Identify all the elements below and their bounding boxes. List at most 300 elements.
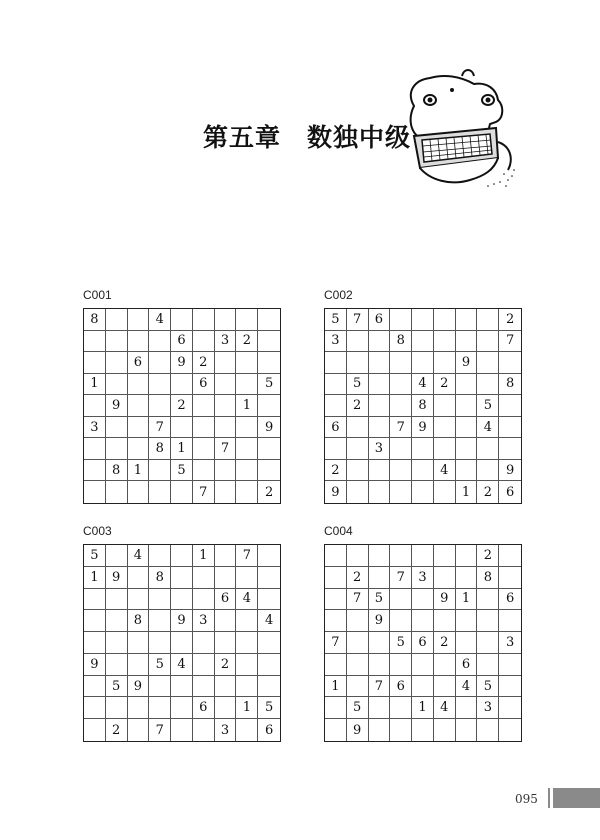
- sudoku-cell: [258, 676, 280, 698]
- sudoku-cell: [193, 676, 215, 698]
- sudoku-cell: [84, 632, 106, 654]
- sudoku-cell: [258, 309, 280, 331]
- sudoku-cell: [149, 331, 171, 353]
- sudoku-cell: 4: [477, 417, 499, 439]
- sudoku-cell: [215, 395, 237, 417]
- sudoku-cell: [347, 331, 369, 353]
- sudoku-cell: 6: [193, 697, 215, 719]
- sudoku-cell: 6: [412, 632, 434, 654]
- sudoku-cell: [456, 610, 478, 632]
- sudoku-cell: [215, 417, 237, 439]
- sudoku-cell: [171, 676, 193, 698]
- sudoku-cell: [369, 632, 391, 654]
- sudoku-cell: [149, 632, 171, 654]
- sudoku-cell: [390, 309, 412, 331]
- sudoku-cell: [149, 460, 171, 482]
- sudoku-cell: [347, 481, 369, 503]
- sudoku-cell: [236, 610, 258, 632]
- sudoku-cell: [434, 417, 456, 439]
- sudoku-cell: [106, 374, 128, 396]
- sudoku-cell: [369, 374, 391, 396]
- sudoku-cell: [106, 309, 128, 331]
- sudoku-cell: [171, 545, 193, 567]
- sudoku-cell: 6: [390, 676, 412, 698]
- sudoku-cell: [369, 719, 391, 741]
- sudoku-cell: [325, 545, 347, 567]
- sudoku-cell: [236, 460, 258, 482]
- sudoku-cell: [106, 481, 128, 503]
- sudoku-cell: [128, 395, 150, 417]
- sudoku-cell: [236, 352, 258, 374]
- sudoku-cell: 4: [171, 654, 193, 676]
- sudoku-cell: [236, 309, 258, 331]
- sudoku-cell: 3: [499, 632, 521, 654]
- sudoku-cell: [325, 697, 347, 719]
- sudoku-cell: 5: [347, 697, 369, 719]
- sudoku-cell: 3: [215, 719, 237, 741]
- sudoku-cell: [128, 331, 150, 353]
- sudoku-cell: [434, 352, 456, 374]
- sudoku-cell: [499, 545, 521, 567]
- sudoku-cell: 4: [258, 610, 280, 632]
- sudoku-cell: [215, 352, 237, 374]
- sudoku-cell: [215, 610, 237, 632]
- sudoku-cell: [456, 438, 478, 460]
- sudoku-cell: [84, 460, 106, 482]
- sudoku-cell: 9: [106, 567, 128, 589]
- sudoku-cell: [412, 331, 434, 353]
- sudoku-cell: 9: [499, 460, 521, 482]
- sudoku-cell: [84, 676, 106, 698]
- sudoku-cell: [106, 654, 128, 676]
- sudoku-cell: 4: [149, 309, 171, 331]
- sudoku-cell: [390, 438, 412, 460]
- sudoku-cell: 7: [390, 417, 412, 439]
- sudoku-cell: [434, 545, 456, 567]
- sudoku-cell: [434, 610, 456, 632]
- sudoku-puzzle-c004: [324, 524, 522, 742]
- sudoku-cell: [128, 654, 150, 676]
- sudoku-cell: 2: [434, 374, 456, 396]
- page-number: 095: [515, 792, 538, 806]
- sudoku-cell: [128, 719, 150, 741]
- sudoku-cell: [171, 374, 193, 396]
- puzzle-label: C003: [83, 524, 112, 538]
- sudoku-cell: [456, 374, 478, 396]
- sudoku-cell: [369, 697, 391, 719]
- sudoku-cell: 7: [149, 417, 171, 439]
- sudoku-cell: [434, 567, 456, 589]
- page-edge-tab: [553, 788, 600, 808]
- sudoku-cell: [347, 654, 369, 676]
- sudoku-cell: [499, 567, 521, 589]
- sudoku-cell: [477, 460, 499, 482]
- sudoku-cell: [456, 309, 478, 331]
- sudoku-cell: [84, 589, 106, 611]
- sudoku-cell: [258, 395, 280, 417]
- sudoku-cell: 8: [149, 567, 171, 589]
- sudoku-cell: [390, 654, 412, 676]
- sudoku-cell: 3: [193, 610, 215, 632]
- sudoku-cell: [84, 697, 106, 719]
- sudoku-cell: 9: [84, 654, 106, 676]
- sudoku-cell: [258, 589, 280, 611]
- sudoku-cell: [412, 589, 434, 611]
- sudoku-cell: 7: [325, 632, 347, 654]
- sudoku-cell: [477, 654, 499, 676]
- sudoku-cell: 6: [499, 589, 521, 611]
- sudoku-cell: [369, 654, 391, 676]
- sudoku-cell: [149, 589, 171, 611]
- sudoku-cell: [171, 632, 193, 654]
- sudoku-grid: [83, 544, 281, 742]
- sudoku-cell: 8: [149, 438, 171, 460]
- sudoku-cell: 1: [456, 481, 478, 503]
- sudoku-cell: [347, 352, 369, 374]
- sudoku-cell: [456, 331, 478, 353]
- sudoku-cell: 2: [477, 481, 499, 503]
- sudoku-cell: [258, 654, 280, 676]
- sudoku-cell: [171, 567, 193, 589]
- sudoku-cell: [434, 331, 456, 353]
- sudoku-cell: [236, 438, 258, 460]
- sudoku-cell: 4: [236, 589, 258, 611]
- sudoku-cell: [215, 567, 237, 589]
- sudoku-cell: [434, 395, 456, 417]
- sudoku-cell: 1: [171, 438, 193, 460]
- sudoku-grid: [324, 544, 522, 742]
- sudoku-cell: [258, 460, 280, 482]
- sudoku-cell: 5: [325, 309, 347, 331]
- sudoku-cell: 9: [325, 481, 347, 503]
- sudoku-cell: [390, 545, 412, 567]
- sudoku-cell: 6: [325, 417, 347, 439]
- sudoku-cell: [236, 374, 258, 396]
- puzzle-label: C004: [324, 524, 353, 538]
- sudoku-cell: [390, 589, 412, 611]
- sudoku-cell: [215, 697, 237, 719]
- sudoku-cell: [412, 654, 434, 676]
- sudoku-cell: 2: [171, 395, 193, 417]
- sudoku-cell: [258, 331, 280, 353]
- chapter-title: 第五章 数独中级: [203, 123, 412, 152]
- sudoku-cell: [369, 331, 391, 353]
- sudoku-cell: [499, 395, 521, 417]
- sudoku-cell: 7: [390, 567, 412, 589]
- sudoku-cell: [456, 417, 478, 439]
- sudoku-cell: [128, 374, 150, 396]
- sudoku-cell: [456, 719, 478, 741]
- sudoku-cell: 4: [456, 676, 478, 698]
- sudoku-cell: 5: [149, 654, 171, 676]
- sudoku-cell: [236, 719, 258, 741]
- sudoku-cell: 3: [369, 438, 391, 460]
- sudoku-cell: 6: [505, 484, 515, 500]
- sudoku-cell: 9: [128, 676, 150, 698]
- sudoku-cell: [325, 719, 347, 741]
- sudoku-cell: [128, 438, 150, 460]
- sudoku-cell: [128, 632, 150, 654]
- sudoku-cell: 2: [215, 654, 237, 676]
- sudoku-cell: [258, 545, 280, 567]
- sudoku-cell: 4: [128, 545, 150, 567]
- sudoku-cell: 2: [347, 567, 369, 589]
- sudoku-cell: [412, 610, 434, 632]
- sudoku-cell: [347, 610, 369, 632]
- sudoku-cell: [325, 395, 347, 417]
- sudoku-cell: 7: [499, 331, 521, 353]
- sudoku-cell: [236, 676, 258, 698]
- sudoku-cell: 3: [215, 331, 237, 353]
- hippo-mascot-icon: [400, 62, 518, 192]
- sudoku-cell: [106, 417, 128, 439]
- sudoku-cell: [390, 374, 412, 396]
- sudoku-cell: [477, 374, 499, 396]
- sudoku-cell: 2: [499, 309, 521, 331]
- sudoku-cell: [412, 460, 434, 482]
- sudoku-cell: [369, 460, 391, 482]
- sudoku-cell: [236, 481, 258, 503]
- sudoku-cell: [347, 545, 369, 567]
- sudoku-cell: [390, 395, 412, 417]
- sudoku-cell: [106, 610, 128, 632]
- sudoku-cell: [412, 545, 434, 567]
- sudoku-cell: 2: [325, 460, 347, 482]
- sudoku-cell: 6: [171, 331, 193, 353]
- sudoku-cell: [236, 567, 258, 589]
- sudoku-cell: 2: [106, 719, 128, 741]
- sudoku-cell: [369, 567, 391, 589]
- sudoku-cell: [215, 460, 237, 482]
- sudoku-cell: [499, 417, 521, 439]
- sudoku-cell: 7: [347, 309, 369, 331]
- sudoku-cell: 1: [128, 460, 150, 482]
- sudoku-cell: [258, 632, 280, 654]
- sudoku-cell: 1: [412, 697, 434, 719]
- sudoku-cell: [149, 374, 171, 396]
- sudoku-cell: [128, 309, 150, 331]
- sudoku-puzzle-c003: [83, 524, 281, 742]
- sudoku-cell: [477, 309, 499, 331]
- page-tab-divider: [548, 788, 550, 808]
- sudoku-cell: [106, 697, 128, 719]
- sudoku-cell: 4: [412, 374, 434, 396]
- sudoku-cell: [149, 697, 171, 719]
- sudoku-cell: 5: [258, 374, 280, 396]
- sudoku-cell: [149, 610, 171, 632]
- sudoku-cell: [84, 719, 106, 741]
- sudoku-cell: [171, 417, 193, 439]
- sudoku-cell: [434, 676, 456, 698]
- sudoku-cell: 8: [390, 331, 412, 353]
- sudoku-cell: [477, 719, 499, 741]
- sudoku-cell: 9: [456, 352, 478, 374]
- sudoku-cell: [193, 654, 215, 676]
- sudoku-cell: [412, 481, 434, 503]
- sudoku-cell: [236, 632, 258, 654]
- sudoku-cell: 6: [193, 374, 215, 396]
- sudoku-cell: 4: [434, 460, 456, 482]
- sudoku-cell: [499, 697, 521, 719]
- sudoku-cell: [390, 697, 412, 719]
- sudoku-cell: [106, 545, 128, 567]
- sudoku-cell: 6: [215, 589, 237, 611]
- sudoku-cell: 8: [84, 309, 106, 331]
- sudoku-cell: [106, 438, 128, 460]
- sudoku-cell: [215, 374, 237, 396]
- sudoku-cell: [84, 352, 106, 374]
- sudoku-cell: [193, 567, 215, 589]
- sudoku-cell: [456, 395, 478, 417]
- sudoku-cell: [325, 438, 347, 460]
- sudoku-cell: [412, 438, 434, 460]
- sudoku-cell: [84, 438, 106, 460]
- sudoku-cell: [369, 395, 391, 417]
- sudoku-cell: [347, 438, 369, 460]
- sudoku-cell: [106, 632, 128, 654]
- sudoku-cell: 5: [477, 676, 499, 698]
- sudoku-cell: [149, 676, 171, 698]
- sudoku-cell: [215, 545, 237, 567]
- sudoku-cell: [258, 352, 280, 374]
- sudoku-cell: [369, 417, 391, 439]
- sudoku-cell: [347, 676, 369, 698]
- sudoku-cell: [193, 417, 215, 439]
- sudoku-cell: [499, 654, 521, 676]
- sudoku-cell: [477, 589, 499, 611]
- sudoku-cell: 5: [390, 632, 412, 654]
- sudoku-cell: 3: [84, 417, 106, 439]
- sudoku-cell: 1: [193, 545, 215, 567]
- sudoku-cell: [171, 481, 193, 503]
- sudoku-cell: [236, 654, 258, 676]
- sudoku-cell: [390, 719, 412, 741]
- sudoku-cell: [193, 395, 215, 417]
- sudoku-cell: [171, 309, 193, 331]
- sudoku-cell: [128, 589, 150, 611]
- sudoku-cell: [106, 352, 128, 374]
- sudoku-puzzle-c002: [324, 288, 522, 504]
- sudoku-cell: [84, 481, 106, 503]
- sudoku-cell: [149, 545, 171, 567]
- sudoku-cell: 4: [434, 697, 456, 719]
- sudoku-cell: [325, 352, 347, 374]
- sudoku-cell: [193, 460, 215, 482]
- sudoku-cell: 5: [477, 395, 499, 417]
- sudoku-cell: 7: [193, 481, 215, 503]
- sudoku-cell: 2: [236, 331, 258, 353]
- sudoku-cell: [434, 309, 456, 331]
- sudoku-cell: [258, 438, 280, 460]
- sudoku-cell: 9: [171, 610, 193, 632]
- sudoku-cell: 1: [456, 589, 478, 611]
- sudoku-cell: 2: [347, 395, 369, 417]
- sudoku-cell: 2: [193, 352, 215, 374]
- sudoku-cell: [434, 719, 456, 741]
- sudoku-cell: 3: [325, 331, 347, 353]
- sudoku-cell: [477, 632, 499, 654]
- sudoku-cell: [412, 676, 434, 698]
- sudoku-grid: [83, 308, 281, 504]
- sudoku-cell: [412, 352, 434, 374]
- sudoku-cell: [106, 331, 128, 353]
- sudoku-cell: [171, 719, 193, 741]
- sudoku-cell: [499, 352, 521, 374]
- sudoku-cell: 1: [236, 697, 258, 719]
- sudoku-cell: 8: [477, 567, 499, 589]
- sudoku-cell: 7: [369, 676, 391, 698]
- puzzle-label: C002: [324, 288, 353, 302]
- sudoku-cell: [412, 309, 434, 331]
- sudoku-cell: 5: [258, 697, 280, 719]
- sudoku-cell: 8: [106, 460, 128, 482]
- sudoku-cell: 9: [258, 417, 280, 439]
- sudoku-cell: 1: [84, 567, 106, 589]
- sudoku-cell: 2: [264, 484, 274, 500]
- sudoku-cell: [434, 481, 456, 503]
- sudoku-cell: [369, 352, 391, 374]
- sudoku-cell: [477, 331, 499, 353]
- sudoku-cell: 5: [106, 676, 128, 698]
- sudoku-cell: [149, 481, 171, 503]
- sudoku-cell: [149, 395, 171, 417]
- sudoku-cell: 7: [236, 545, 258, 567]
- sudoku-cell: [456, 460, 478, 482]
- sudoku-cell: 5: [347, 374, 369, 396]
- sudoku-cell: [456, 632, 478, 654]
- sudoku-cell: [456, 567, 478, 589]
- sudoku-cell: [456, 545, 478, 567]
- sudoku-grid: [324, 308, 522, 504]
- sudoku-cell: [128, 567, 150, 589]
- sudoku-cell: [499, 676, 521, 698]
- sudoku-cell: 5: [369, 589, 391, 611]
- sudoku-cell: [412, 719, 434, 741]
- sudoku-cell: [128, 417, 150, 439]
- sudoku-cell: [347, 417, 369, 439]
- sudoku-cell: [106, 589, 128, 611]
- puzzle-label: C001: [83, 288, 112, 302]
- sudoku-cell: [193, 331, 215, 353]
- sudoku-cell: [369, 481, 391, 503]
- sudoku-cell: [193, 719, 215, 741]
- sudoku-cell: [390, 460, 412, 482]
- sudoku-cell: 9: [106, 395, 128, 417]
- sudoku-cell: [434, 654, 456, 676]
- sudoku-cell: [236, 417, 258, 439]
- sudoku-cell: 9: [434, 589, 456, 611]
- sudoku-cell: 2: [434, 632, 456, 654]
- sudoku-cell: 6: [264, 722, 274, 738]
- sudoku-cell: [434, 438, 456, 460]
- sudoku-cell: 8: [499, 374, 521, 396]
- sudoku-cell: [369, 545, 391, 567]
- sudoku-cell: 8: [128, 610, 150, 632]
- sudoku-cell: [456, 697, 478, 719]
- sudoku-cell: [149, 352, 171, 374]
- sudoku-cell: 9: [369, 610, 391, 632]
- sudoku-cell: [390, 481, 412, 503]
- sudoku-cell: 7: [347, 589, 369, 611]
- sudoku-cell: [193, 589, 215, 611]
- sudoku-cell: 6: [369, 309, 391, 331]
- sudoku-cell: [347, 632, 369, 654]
- sudoku-cell: 9: [347, 719, 369, 741]
- sudoku-cell: 3: [477, 697, 499, 719]
- sudoku-cell: [477, 610, 499, 632]
- sudoku-cell: 7: [149, 719, 171, 741]
- sudoku-cell: 9: [412, 417, 434, 439]
